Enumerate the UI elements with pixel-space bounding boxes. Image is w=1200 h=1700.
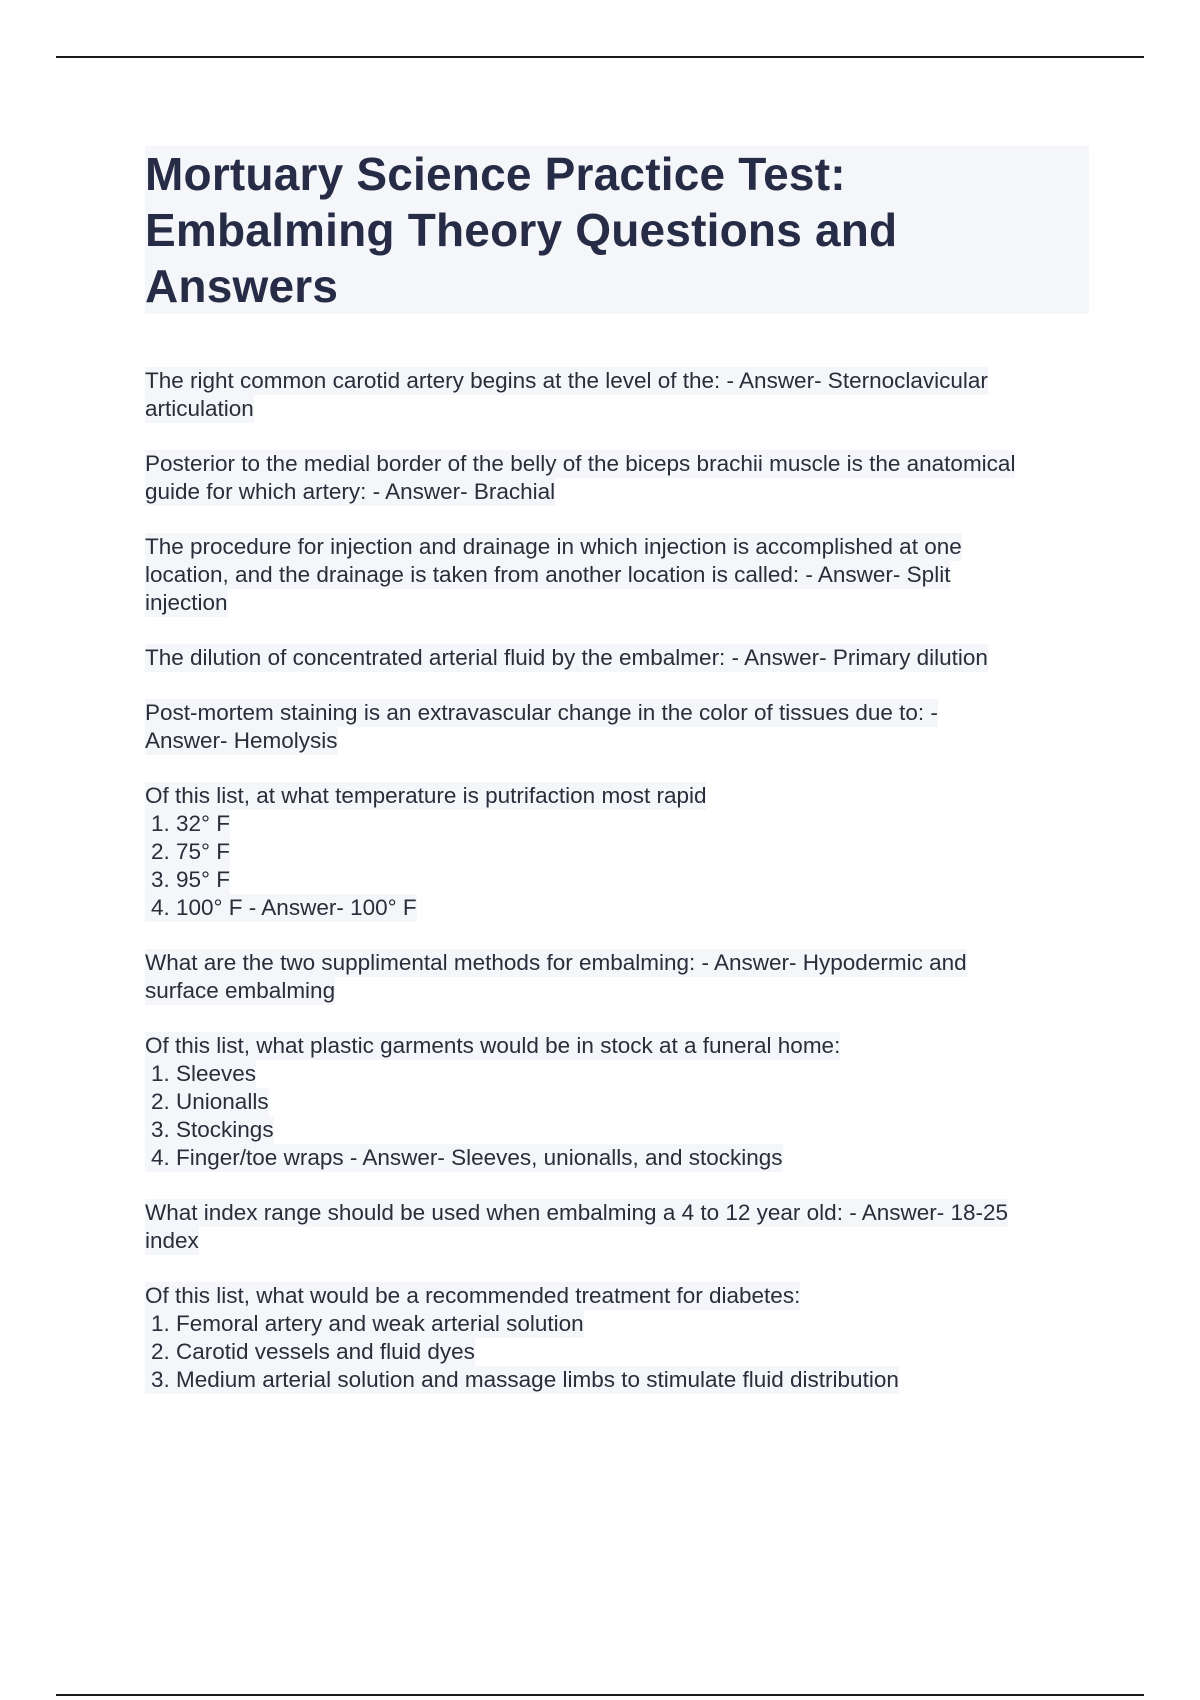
qa-line: The right common carotid artery begins at the level of the: - Answer- Sternoclavicular	[145, 368, 988, 393]
qa-item	[145, 533, 1095, 617]
qa-option: 3. Stockings	[145, 1116, 274, 1144]
qa-line: Of this list, what would be a recommended treatment for diabetes:	[145, 1283, 801, 1308]
qa-item	[145, 367, 1095, 423]
qa-line: Of this list, what plastic garments would be in stock at a funeral home:	[145, 1033, 841, 1058]
top-rule	[56, 56, 1144, 58]
qa-option: 3. 95° F	[145, 866, 230, 894]
qa-line: injection	[145, 590, 228, 615]
qa-line: index	[145, 1228, 199, 1253]
qa-line: surface embalming	[145, 978, 336, 1003]
qa-item	[145, 1032, 1095, 1172]
qa-option: 4. Finger/toe wraps - Answer- Sleeves, unionalls, and stockings	[145, 1144, 783, 1172]
qa-item	[145, 644, 1095, 672]
title-line: Embalming Theory Questions and	[145, 204, 898, 256]
qa-list	[145, 367, 1095, 1421]
qa-option: 2. Unionalls	[145, 1088, 269, 1116]
qa-item	[145, 949, 1095, 1005]
qa-option: 2. Carotid vessels and fluid dyes	[145, 1338, 475, 1366]
qa-option: 1. Femoral artery and weak arterial solution	[145, 1310, 584, 1338]
title-block	[145, 146, 1089, 314]
qa-item	[145, 782, 1095, 922]
qa-option: 1. Sleeves	[145, 1060, 256, 1088]
qa-line: What index range should be used when embalming a 4 to 12 year old: - Answer- 18-25	[145, 1200, 1009, 1225]
title-line: Mortuary Science Practice Test:	[145, 148, 846, 200]
qa-line: The procedure for injection and drainage in which injection is accomplished at one	[145, 534, 962, 559]
qa-line: The dilution of concentrated arterial fluid by the embalmer: - Answer- Primary dilution	[145, 645, 988, 670]
qa-line: Of this list, at what temperature is putrifaction most rapid	[145, 783, 707, 808]
bottom-rule	[56, 1694, 1144, 1696]
qa-option: 2. 75° F	[145, 838, 230, 866]
qa-line: Post-mortem staining is an extravascular change in the color of tissues due to: -	[145, 700, 938, 725]
title-line: Answers	[145, 260, 339, 312]
page-title	[145, 146, 1089, 314]
qa-line: location, and the drainage is taken from another location is called: - Answer- Split	[145, 562, 951, 587]
qa-line: articulation	[145, 396, 254, 421]
qa-item	[145, 699, 1095, 755]
qa-item	[145, 1282, 1095, 1394]
qa-line: guide for which artery: - Answer- Brachial	[145, 479, 556, 504]
qa-item	[145, 450, 1095, 506]
qa-line: Answer- Hemolysis	[145, 728, 338, 753]
qa-line: Posterior to the medial border of the belly of the biceps brachii muscle is the anatomical	[145, 451, 1016, 476]
qa-item	[145, 1199, 1095, 1255]
qa-option: 4. 100° F - Answer- 100° F	[145, 894, 417, 922]
qa-option: 3. Medium arterial solution and massage limbs to stimulate fluid distribution	[145, 1366, 899, 1394]
qa-line: What are the two supplimental methods for embalming: - Answer- Hypodermic and	[145, 950, 967, 975]
qa-option: 1. 32° F	[145, 810, 230, 838]
